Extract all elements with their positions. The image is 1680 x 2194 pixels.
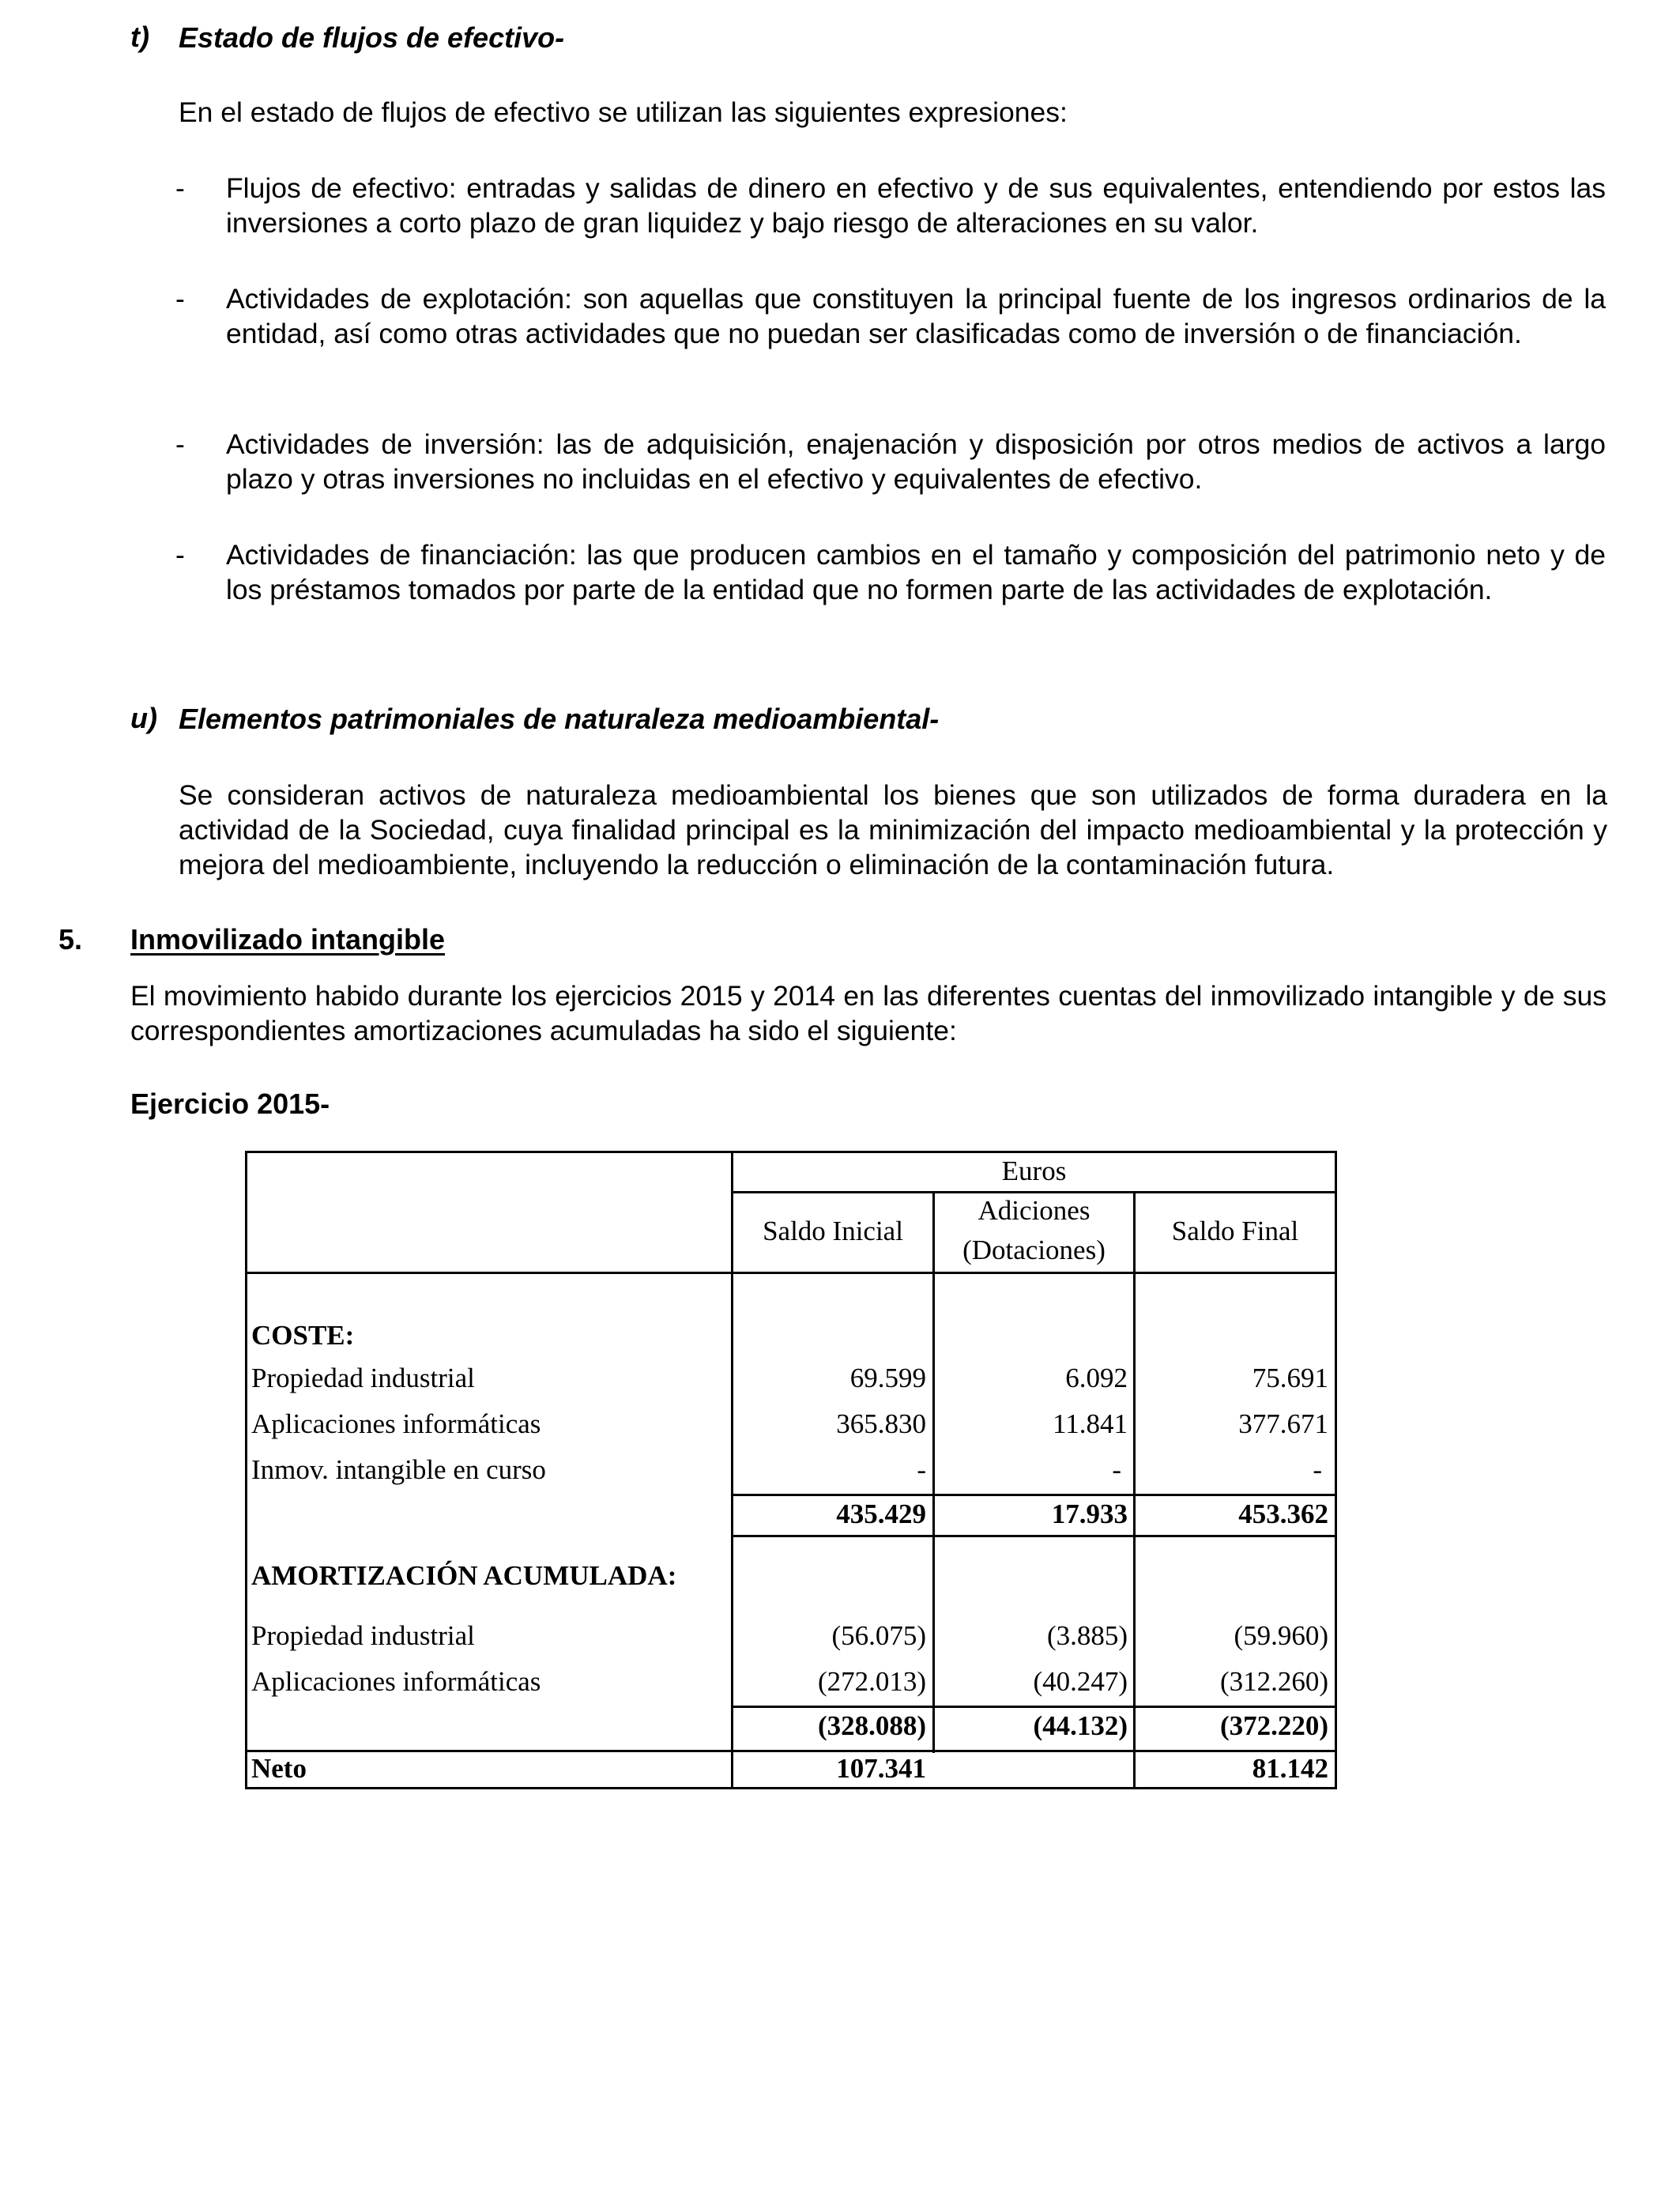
cell-adiciones: (3.885)	[1046, 1620, 1128, 1651]
coste-total-inicial: 435.429	[836, 1498, 926, 1529]
neto-inicial: 107.341	[836, 1753, 926, 1784]
coste-total-final: 453.362	[1238, 1498, 1328, 1529]
cell-inicial: 365.830	[836, 1408, 926, 1439]
amort-total-rule	[731, 1706, 1337, 1708]
cell-inicial: 69.599	[849, 1363, 926, 1393]
row-label: Aplicaciones informáticas	[251, 1666, 541, 1697]
table-border-right	[1335, 1151, 1337, 1789]
row-label: Propiedad industrial	[251, 1363, 475, 1393]
amort-total-adiciones: (44.132)	[1033, 1710, 1128, 1741]
section-u-letter: u)	[130, 702, 157, 734]
col-header-saldo-inicial: Saldo Inicial	[763, 1216, 903, 1246]
list-item: Actividades de inversión: las de adquisición, enajenación y disposición por otros medios de activos a largo plazo y otras inversiones no incluidas en el efectivo y equivalentes de efectivo.	[226, 428, 1606, 495]
list-item: Flujos de efectivo: entradas y salidas de dinero en efectivo y de sus equivalentes, entendiendo por estos las inversiones a corto plazo de gran liquidez y bajo riesgo de alteraciones en su valor.	[226, 172, 1606, 239]
col-header-dotaciones: (Dotaciones)	[962, 1235, 1106, 1265]
table-border-bottom	[245, 1787, 1337, 1789]
cell-adiciones: -	[1112, 1454, 1121, 1485]
section-t-title: Estado de flujos de efectivo-	[179, 21, 565, 54]
bullet-dash: -	[175, 283, 185, 315]
exercise-subtitle: Ejercicio 2015-	[130, 1088, 330, 1120]
col-header-adiciones: Adiciones	[977, 1195, 1090, 1226]
section-t-intro: En el estado de flujos de efectivo se utilizan las siguientes expresiones:	[179, 96, 1068, 128]
bullet-dash: -	[175, 172, 185, 204]
cell-final: -	[1313, 1454, 1322, 1485]
amort-total-final: (372.220)	[1219, 1710, 1328, 1741]
cell-inicial: (272.013)	[817, 1666, 926, 1697]
header-bottom-rule	[245, 1272, 1337, 1274]
cell-final: 75.691	[1252, 1363, 1328, 1393]
section-t-letter: t)	[130, 21, 149, 53]
neto-rule	[245, 1750, 1337, 1752]
currency-header: Euros	[1001, 1155, 1067, 1186]
section-5-body: El movimiento habido durante los ejercicios 2015 y 2014 en las diferentes cuentas del inmovilizado intangible y de sus correspondientes amortizaciones acumuladas ha sido el siguiente:	[130, 980, 1607, 1046]
col-divider	[1133, 1192, 1136, 1789]
header-rule	[731, 1191, 1337, 1193]
cell-final: (312.260)	[1219, 1666, 1328, 1697]
cell-final: (59.960)	[1234, 1620, 1328, 1651]
cell-inicial: (56.075)	[831, 1620, 926, 1651]
list-item: Actividades de explotación: son aquellas que constituyen la principal fuente de los ingresos ordinarios de la entidad, así como otras actividades que no puedan ser clasificadas como de inversión o de financiación.	[226, 283, 1606, 349]
cell-final: 377.671	[1238, 1408, 1328, 1439]
section-5-number: 5.	[58, 923, 83, 956]
section-u-title: Elementos patrimoniales de naturaleza medioambiental-	[179, 703, 940, 735]
row-label: Propiedad industrial	[251, 1620, 475, 1651]
table-border-top	[245, 1151, 1337, 1153]
list-item: Actividades de financiación: las que producen cambios en el tamaño y composición del patrimonio neto y de los préstamos tomados por parte de la entidad que no formen parte de las actividades de explotación.	[226, 539, 1606, 605]
coste-total-bottom-rule	[731, 1535, 1337, 1537]
intangible-assets-table	[245, 1151, 1337, 1789]
table-border-left	[245, 1151, 247, 1789]
cell-adiciones: 6.092	[1065, 1363, 1128, 1393]
cell-inicial: -	[917, 1454, 926, 1485]
cell-adiciones: (40.247)	[1033, 1666, 1128, 1697]
neto-label: Neto	[251, 1753, 307, 1784]
section-u-body: Se consideran activos de naturaleza medioambiental los bienes que son utilizados de forma duradera en la actividad de la Sociedad, cuya finalidad principal es la minimización del impacto medioambiental y la protección y mejora del medioambiente, incluyendo la reducción o eliminación de la contaminación futura.	[179, 779, 1607, 880]
coste-total-rule	[731, 1494, 1337, 1496]
coste-label: COSTE:	[251, 1320, 355, 1351]
row-label: Inmov. intangible en curso	[251, 1454, 546, 1485]
section-5-title: Inmovilizado intangible	[130, 923, 446, 956]
amort-total-inicial: (328.088)	[817, 1710, 926, 1741]
neto-final: 81.142	[1252, 1753, 1328, 1784]
col-header-saldo-final: Saldo Final	[1171, 1216, 1299, 1246]
row-label: Aplicaciones informáticas	[251, 1408, 541, 1439]
amortizacion-label: AMORTIZACIÓN ACUMULADA:	[251, 1560, 677, 1591]
coste-total-adiciones: 17.933	[1051, 1498, 1128, 1529]
bullet-dash: -	[175, 428, 185, 460]
cell-adiciones: 11.841	[1053, 1408, 1128, 1439]
bullet-dash: -	[175, 539, 185, 571]
